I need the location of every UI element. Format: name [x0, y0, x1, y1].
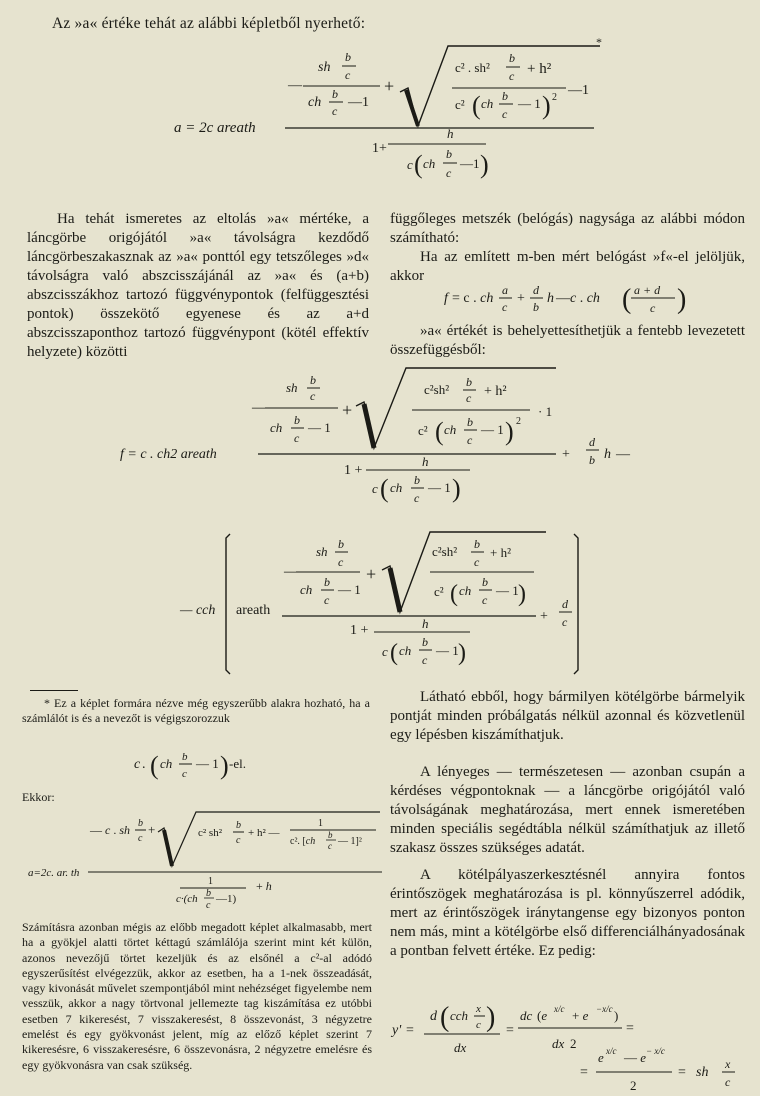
- svg-text:— 1: — 1: [308, 420, 331, 435]
- svg-text:): ): [677, 284, 687, 315]
- svg-text:y': y': [392, 1023, 402, 1038]
- svg-text:ch: ch: [160, 756, 173, 771]
- svg-text:b: b: [338, 537, 344, 551]
- svg-text:b: b: [332, 87, 338, 101]
- svg-text:c: c: [236, 835, 241, 846]
- svg-text:c: c: [206, 900, 211, 911]
- svg-text:b: b: [502, 89, 508, 103]
- svg-text:): ): [518, 581, 526, 607]
- svg-text:ch: ch: [459, 583, 472, 598]
- footnote-expr: [132, 750, 292, 780]
- svg-text:1: 1: [208, 876, 213, 887]
- svg-text:): ): [220, 751, 229, 780]
- footnote-expr-math: [132, 750, 302, 782]
- svg-text:c: c: [134, 757, 141, 772]
- svg-text:ch: ch: [399, 643, 412, 658]
- svg-text:c: c: [476, 1019, 481, 1031]
- svg-text:c: c: [414, 491, 420, 505]
- footnote-mark: *: [596, 35, 602, 49]
- svg-text:c: c: [372, 481, 378, 496]
- svg-text:=: =: [580, 1065, 588, 1080]
- svg-text:− x/c: − x/c: [646, 1046, 665, 1056]
- derivative-formula: [390, 990, 755, 1094]
- footnote-text: * Ez a képlet formára nézve még egyszerűbb alakra hozható, ha a számlálót is és a nevezőt is végigszorozzuk: [22, 696, 370, 726]
- svg-text:c: c: [182, 768, 187, 780]
- svg-text:b: b: [466, 375, 472, 389]
- svg-text:(: (: [150, 751, 159, 780]
- svg-text:c: c: [725, 1075, 731, 1089]
- intro-line: Az »a« értéke tehát az alábbi képletből nyerhető:: [52, 15, 366, 32]
- svg-text:c²sh²: c²sh²: [432, 544, 458, 559]
- svg-text:f: f: [444, 291, 448, 306]
- svg-text:c² . sh²: c² . sh²: [455, 60, 490, 75]
- svg-text:2: 2: [552, 92, 557, 103]
- svg-text:d: d: [533, 283, 539, 297]
- svg-text:2: 2: [516, 416, 521, 427]
- svg-text:dx: dx: [552, 1036, 565, 1051]
- right-bottom-para-1: Látható ebből, hogy bármilyen kötélgörbe bármelyik pontját minden próbálgatás nélkül azonnal és közvetlenül egy lépésben kiszámíthatjuk.: [390, 689, 745, 743]
- svg-text:c: c: [138, 833, 143, 844]
- svg-text:): ): [505, 417, 514, 446]
- svg-text:h: h: [604, 447, 611, 462]
- svg-text:ch: ch: [308, 95, 322, 110]
- svg-text:c: c: [407, 157, 413, 172]
- svg-text:1+: 1+: [372, 141, 387, 156]
- svg-text:c: c: [324, 593, 330, 607]
- formula-f-upper: [0, 362, 760, 512]
- svg-text:x: x: [725, 1057, 731, 1071]
- svg-text:—1: —1: [568, 83, 589, 98]
- svg-text:a + d: a + d: [634, 283, 661, 297]
- svg-text:cch: cch: [450, 1008, 469, 1023]
- svg-text:): ): [480, 150, 489, 179]
- svg-text:+: +: [148, 822, 156, 837]
- svg-text:(: (: [440, 1002, 450, 1033]
- svg-text:ch: ch: [481, 96, 494, 111]
- svg-text:c: c: [562, 615, 568, 629]
- svg-text:=: =: [506, 1023, 514, 1038]
- svg-text:1 +: 1 +: [350, 623, 369, 638]
- svg-text:c: c: [328, 841, 332, 851]
- svg-text:ch: ch: [300, 582, 313, 597]
- svg-text:c²sh²: c²sh²: [424, 382, 450, 397]
- svg-text:(e: (e: [537, 1008, 548, 1023]
- formula1-lhs: a = 2c areath: [174, 120, 256, 136]
- svg-text:+ h²: + h²: [527, 61, 552, 77]
- svg-text:=: =: [406, 1023, 414, 1038]
- svg-text:(: (: [390, 640, 398, 666]
- svg-text:(: (: [622, 284, 632, 315]
- svg-text:b: b: [422, 635, 428, 649]
- svg-text:— 1: — 1: [436, 643, 459, 658]
- svg-text:): ): [486, 1002, 496, 1033]
- svg-text:(: (: [414, 150, 423, 179]
- svg-text:): ): [452, 474, 461, 503]
- svg-text:x/c: x/c: [606, 1046, 617, 1056]
- svg-text:— 1: — 1: [338, 582, 361, 597]
- svg-text:d: d: [430, 1009, 437, 1024]
- svg-text:ch: ch: [444, 422, 457, 437]
- left-paragraph: Ha tehát ismeretes az eltolás »a« mértéke, a láncgörbe origójától »a« távolságra kezdődő láncgörbeszakasznak az »a« ponttól egy tetszőleges »d« távolságra való abszcisszájánál az »a« és (a+b) abszcisszákhoz tartozó függvénypontok (felfüggesztési pontok) összekötő egyenese és az a+d abszcisszaponthoz tartozó függvénypont (kötél effektív helyzete) közötti: [27, 211, 369, 360]
- svg-text:−x/c: −x/c: [596, 1004, 613, 1014]
- footnote-paragraph: Számításra azonban mégis az előbb megadott képlet alkalmasabb, mert ha a gyökjel alatti törtet kéttagú számlálója szerint mint két külön, azonos nevezőjű törtet kezeljük és az elsőnél a c²-al adódó egyszerűsítést elvégezzük, akkor az esetben, ha a 1-nek összeadását, vagy kivonását művelet szempontjából mint nehézséget figyelembe nem vesszük, akkor a nagy törtvonal jellemezte tag kiszámítása ez utóbbi esetben 7 kikeresést, 7 visszakeresést, 8 összevonást, 3 négyzetre emelést és egy gyökvonást jelent, míg az előző képlet szerint 7 kikeresésre, 6 visszakeresésre, 6 összevonásra, 2 négyzetre emelésre és egy gyökvonásra van csak szükség.: [22, 920, 372, 1072]
- svg-text:ch: ch: [390, 480, 403, 495]
- right-bottom-para-2: A lényeges — természetesen — azonban csupán a kérdéses végpontoknak — a láncgörbe origójától való távolságának meghatározása, mert ennek ismeretében minden speciális segédtábla nélkül számíthatjuk az illető szakasz összes szükséges adatát.: [390, 764, 745, 856]
- svg-text:—: —: [616, 447, 630, 462]
- svg-text:—c . ch: —c . ch: [556, 291, 600, 306]
- formula2-second-lhs: — cch: [180, 603, 216, 618]
- svg-text:b: b: [182, 751, 188, 763]
- svg-text:c²: c²: [434, 584, 444, 599]
- svg-text:— 1: — 1: [196, 756, 219, 771]
- svg-text:h: h: [422, 616, 429, 631]
- svg-text:b: b: [482, 575, 488, 589]
- svg-text:c: c: [502, 107, 508, 121]
- svg-text:c: c: [509, 69, 515, 83]
- footnote-ekkor: Ekkor:: [22, 790, 55, 804]
- svg-text:): ): [542, 91, 551, 120]
- svg-text:c: c: [446, 166, 452, 180]
- svg-text:+: +: [384, 76, 395, 96]
- svg-text:—1: —1: [460, 156, 480, 171]
- svg-text:h: h: [547, 291, 554, 306]
- svg-text:b: b: [446, 147, 452, 161]
- svg-text:= c . ch: = c . ch: [452, 291, 494, 306]
- svg-text:— c . sh: — c . sh: [90, 823, 130, 837]
- svg-text:— 1: — 1: [496, 583, 519, 598]
- svg-text:b: b: [467, 415, 473, 429]
- svg-text:(: (: [450, 581, 458, 607]
- svg-text:): ): [458, 640, 466, 666]
- svg-text:+ e: + e: [572, 1008, 589, 1023]
- svg-text:c: c: [467, 433, 473, 447]
- svg-text:b: b: [310, 373, 316, 387]
- svg-text:c². [ch: c². [ch: [290, 836, 316, 847]
- svg-text:b: b: [236, 820, 241, 831]
- svg-text:c: c: [466, 391, 472, 405]
- right-para-2: Ha az említett m-ben mért belógást »f«-el jelöljük, akkor: [390, 249, 745, 284]
- svg-text:sh: sh: [696, 1065, 709, 1080]
- svg-text:+: +: [540, 609, 548, 624]
- svg-text:c: c: [502, 300, 508, 314]
- svg-text:+: +: [517, 291, 525, 306]
- svg-text:— 1: — 1: [428, 480, 451, 495]
- svg-text:c: c: [482, 593, 488, 607]
- svg-text:+ h²: + h²: [490, 545, 511, 560]
- svg-text:b: b: [138, 818, 143, 829]
- svg-text:ch: ch: [423, 156, 436, 171]
- svg-text:+ h² —: + h² —: [248, 827, 280, 839]
- svg-text:c: c: [422, 653, 428, 667]
- svg-text:): ): [614, 1008, 619, 1023]
- svg-text:x: x: [476, 1003, 481, 1015]
- svg-text:c²: c²: [455, 97, 465, 112]
- svg-text:b: b: [414, 473, 420, 487]
- svg-text:dc: dc: [520, 1008, 533, 1023]
- svg-text:b: b: [206, 888, 211, 899]
- right-para-3: »a« értékét is behelyettesíthetjük a fentebb levezetett összefüggésből:: [390, 323, 745, 358]
- svg-text:c: c: [650, 301, 656, 315]
- svg-text:· 1: · 1: [538, 404, 553, 419]
- svg-text:sh: sh: [318, 60, 331, 75]
- svg-text:b: b: [509, 51, 515, 65]
- svg-text:=: =: [678, 1065, 686, 1080]
- svg-text:(: (: [472, 91, 481, 120]
- svg-text:+ h²: + h²: [484, 384, 507, 399]
- svg-text:b: b: [328, 830, 333, 840]
- svg-text:c: c: [474, 555, 480, 569]
- svg-text:b: b: [589, 453, 595, 467]
- svg-text:c: c: [294, 431, 300, 445]
- svg-text:— e: — e: [624, 1050, 647, 1065]
- svg-text:1: 1: [318, 818, 323, 829]
- svg-text:d: d: [562, 597, 568, 611]
- svg-text:c: c: [310, 389, 316, 403]
- right-para-1: függőleges metszék (belógás) nagysága az alábbi módon számítható:: [390, 211, 745, 246]
- svg-text:b: b: [345, 50, 351, 64]
- svg-text:— 1: — 1: [481, 422, 504, 437]
- svg-text:c²: c²: [418, 423, 428, 438]
- svg-text:b: b: [294, 413, 300, 427]
- svg-text:h: h: [447, 126, 454, 141]
- footnote-formula: [0, 808, 390, 911]
- svg-text:(: (: [435, 417, 444, 446]
- svg-text:c² sh²: c² sh²: [198, 827, 223, 839]
- svg-text:c: c: [345, 68, 351, 82]
- svg-text:— 1: — 1: [518, 96, 541, 111]
- svg-text:-el.: -el.: [229, 756, 246, 771]
- svg-text:dx: dx: [454, 1040, 467, 1055]
- svg-text:=: =: [626, 1021, 634, 1036]
- svg-text:b: b: [474, 537, 480, 551]
- svg-text:2: 2: [630, 1078, 637, 1093]
- svg-text:c·(ch: c·(ch: [176, 893, 198, 905]
- footnote-formula-lhs: a=2c. ar. th: [28, 867, 80, 879]
- svg-text:x/c: x/c: [554, 1004, 565, 1014]
- svg-text:h: h: [422, 454, 429, 469]
- right-bottom-para-3: A kötélpályaszerkesztésnél annyira fontos érintőszögek meghatározása is pl. könnyűszerrel adódik, mert az érintőszögek iránytangense egy bizonyos ponton nem más, mint a kötélgörbe első differenciálhányadosának a pontban felvett értéke. Ez pedig:: [390, 867, 745, 959]
- svg-text:c: c: [332, 104, 338, 118]
- svg-text:+: +: [366, 564, 377, 584]
- svg-text:—: —: [288, 78, 302, 93]
- svg-text:(: (: [380, 474, 389, 503]
- svg-text:—: —: [252, 399, 268, 416]
- svg-text:b: b: [533, 300, 539, 314]
- svg-text:.: .: [142, 757, 146, 772]
- svg-text:b: b: [324, 575, 330, 589]
- svg-text:1 +: 1 +: [344, 463, 363, 478]
- svg-text:c: c: [338, 555, 344, 569]
- svg-text:+ h: + h: [256, 879, 272, 893]
- svg-text:d: d: [589, 435, 595, 449]
- svg-text:—1): —1): [216, 893, 237, 905]
- svg-text:ch: ch: [270, 420, 283, 435]
- svg-text:+: +: [342, 400, 353, 420]
- svg-text:sh: sh: [286, 380, 298, 395]
- svg-text:2: 2: [570, 1036, 577, 1051]
- formula2-lhs: f = c . ch2 areath: [120, 447, 217, 462]
- formula-a: [0, 34, 760, 194]
- svg-text:—: —: [284, 563, 300, 580]
- svg-text:—1: —1: [348, 95, 369, 110]
- footnote-rule: [30, 690, 78, 691]
- svg-text:sh: sh: [316, 544, 328, 559]
- svg-text:— 1]²: — 1]²: [338, 836, 362, 847]
- svg-text:+: +: [562, 447, 570, 462]
- formula-f-lower: [0, 524, 760, 684]
- svg-text:a: a: [502, 283, 508, 297]
- svg-text:e: e: [598, 1050, 604, 1065]
- svg-text:c: c: [382, 644, 388, 659]
- formula2-areath: areath: [236, 603, 271, 618]
